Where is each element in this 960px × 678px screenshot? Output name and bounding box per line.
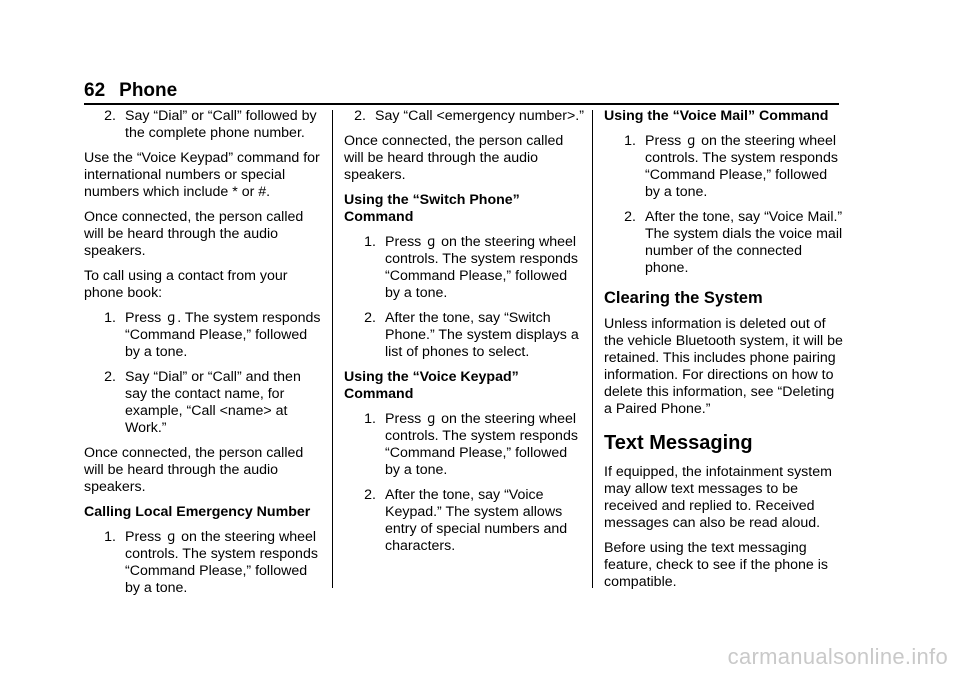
step-text: Press (645, 133, 682, 149)
step-number: 1. (624, 133, 636, 149)
watermark: carmanualsonline.info (727, 644, 948, 669)
step-text: Press (125, 310, 162, 326)
list-item (344, 487, 584, 555)
section-heading: Text Messaging (604, 432, 753, 454)
paragraph: Once connected, the person called will be heard through the audio speakers. (84, 209, 304, 259)
step-number: 1. (104, 310, 116, 326)
subheading: Using the “Voice Keypad” Command (344, 369, 519, 402)
list-item (84, 310, 324, 361)
list-item (344, 108, 584, 125)
phone-icon: ɡ (427, 412, 436, 427)
step-text: Say “Call <emergency number>.” (375, 108, 584, 124)
step-text: on the steering wheel controls. The system responds “Command Please,” followed by a tone. (385, 411, 578, 478)
phone-icon: ɡ (167, 530, 176, 545)
section-heading: Clearing the System (604, 289, 763, 307)
column-3 (604, 108, 844, 590)
step-text: Say “Dial” or “Call” and then say the contact name, for example, “Call <name> at Work.” (125, 369, 301, 436)
list-item (344, 234, 584, 302)
paragraph: Once connected, the person called will be heard through the audio speakers. (344, 133, 564, 183)
step-text: Say “Dial” or “Call” followed by the complete phone number. (125, 108, 317, 141)
column-divider (592, 110, 593, 588)
step-number: 2. (624, 209, 636, 225)
column-2 (344, 108, 584, 590)
paragraph: To call using a contact from your phone book: (84, 268, 288, 301)
paragraph: Before using the text messaging feature, check to see if the phone is compatible. (604, 540, 828, 590)
step-text: on the steering wheel controls. The system responds “Command Please,” followed by a tone. (385, 234, 578, 301)
step-text: After the tone, say “Voice Keypad.” The system allows entry of special numbers and characters. (385, 487, 568, 554)
step-text: Press (125, 529, 162, 545)
step-number: 1. (364, 234, 376, 250)
paragraph: Once connected, the person called will be heard through the audio speakers. (84, 445, 304, 495)
step-number: 2. (354, 108, 366, 124)
column-1 (84, 108, 324, 596)
step-number: 1. (364, 411, 376, 427)
paragraph: If equipped, the infotainment system may allow text messages to be received and replied to. Received messages can also be read aloud. (604, 464, 832, 531)
step-text: Press (385, 234, 422, 250)
list-item (84, 108, 324, 142)
step-text: After the tone, say “Voice Mail.” The system dials the voice mail number of the connected phone. (645, 209, 843, 276)
phone-icon: ɡ (167, 311, 176, 326)
subheading: Using the “Voice Mail” Command (604, 108, 829, 124)
list-item (344, 411, 584, 479)
step-text: on the steering wheel controls. The system responds “Command Please,” followed by a tone. (645, 133, 838, 200)
step-text: Press (385, 411, 422, 427)
subheading: Calling Local Emergency Number (84, 504, 311, 520)
phone-icon: ɡ (427, 235, 436, 250)
paragraph: Unless information is deleted out of the vehicle Bluetooth system, it will be retained. This includes phone pairing information. For directions on how to delete this information, see “Deleting a Paired Phone.” (604, 316, 843, 417)
step-number: 1. (104, 529, 116, 545)
list-item (84, 369, 324, 437)
step-text: . The system responds “Command Please,” followed by a tone. (125, 310, 321, 360)
step-text: After the tone, say “Switch Phone.” The system displays a list of phones to select. (385, 310, 579, 360)
step-number: 2. (104, 108, 116, 124)
phone-icon: ɡ (687, 134, 696, 149)
list-item (84, 529, 324, 597)
column-divider (332, 110, 333, 588)
list-item (604, 133, 844, 201)
step-number: 2. (364, 310, 376, 326)
list-item (604, 209, 844, 277)
step-text: on the steering wheel controls. The system responds “Command Please,” followed by a tone. (125, 529, 318, 596)
paragraph: Use the “Voice Keypad” command for international numbers or special numbers which include * or #. (84, 150, 320, 200)
page-number: 62 (84, 80, 106, 101)
subheading: Using the “Switch Phone” Command (344, 192, 520, 225)
step-number: 2. (104, 369, 116, 385)
step-number: 2. (364, 487, 376, 503)
header-rule (84, 103, 839, 105)
section-title: Phone (119, 80, 178, 101)
page-header (84, 80, 839, 102)
list-item (344, 310, 584, 361)
